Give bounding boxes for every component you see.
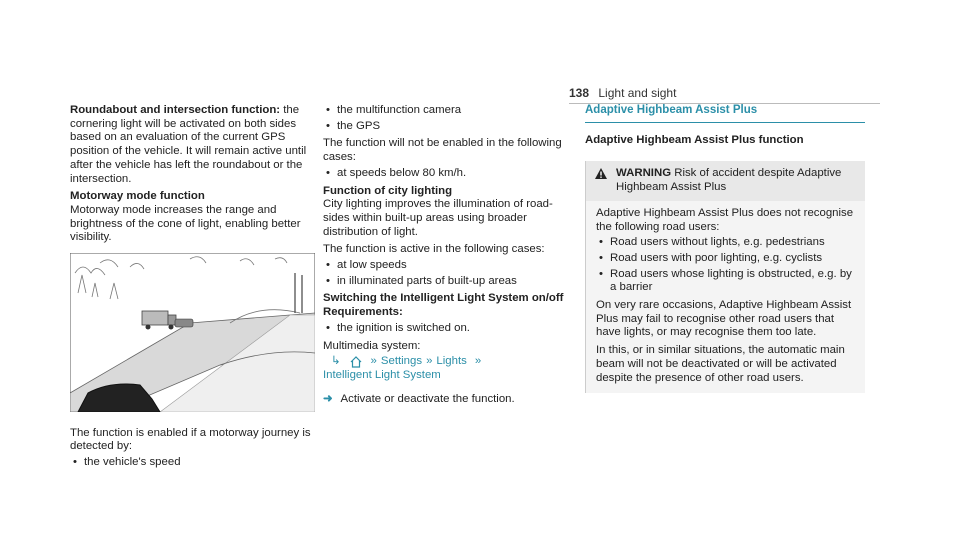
roundabout-title: Roundabout and intersection function: (70, 104, 281, 116)
menu-lights[interactable]: Lights (436, 355, 467, 368)
motorway-text: Motorway mode increases the range and brightness of the cone of light, enabling better visibility. (70, 203, 301, 244)
warning-label: WARNING (616, 167, 672, 180)
requirements-title: Requirements: (323, 306, 403, 319)
column-2 (323, 104, 568, 407)
column-1 (70, 104, 315, 472)
list-item: • Road users with poor lighting, e.g. cyclists (596, 252, 855, 266)
chevron-double-icon: » (370, 355, 377, 368)
list-item: • Road users without lights, e.g. pedestrians (596, 236, 855, 250)
warning-intro: Adaptive Highbeam Assist Plus does not recognise the following road users: (596, 206, 854, 233)
list-item: • the GPS (323, 120, 568, 134)
turn-arrow-icon: ↳ (331, 355, 341, 368)
warning-list (596, 236, 855, 295)
not-enabled-text: The function will not be enabled in the following cases: (323, 137, 562, 164)
roundabout-text: the cornering light will be activated on both sides based on an evaluation of the current GPS position of the vehicle. It will remain active until after the vehicle has left the roundabout or the intersection. (70, 104, 307, 185)
motorway-title: Motorway mode function (70, 190, 205, 203)
road-illustration (70, 253, 315, 412)
switch-title: Switching the Intelligent Light System on/off (323, 292, 564, 305)
requirements-list (323, 322, 568, 336)
list-item: • the vehicle's speed (70, 456, 315, 470)
active-list (323, 259, 568, 288)
menu-path (323, 355, 568, 383)
warning-triangle-icon (594, 167, 608, 180)
header-section: Light and sight (598, 86, 677, 100)
chevron-double-icon: » (474, 355, 482, 368)
warning-body (586, 201, 865, 393)
list-item: • in illuminated parts of built-up areas (323, 275, 568, 289)
warning-heading (616, 167, 857, 194)
roundabout-paragraph (70, 104, 315, 186)
column-3 (585, 104, 865, 393)
sub-title: Adaptive Highbeam Assist Plus function (585, 133, 804, 146)
not-enabled-list (323, 167, 568, 181)
warning-head-text: Risk of accident despite Adaptive Highbeam Assist Plus (616, 167, 842, 194)
arrow-right-icon: ➜ (323, 392, 333, 405)
enabled-list (70, 456, 315, 470)
menu-intelligent-light-system[interactable]: Intelligent Light System (323, 369, 441, 382)
enabled-text: The function is enabled if a motorway journey is detected by: (70, 426, 311, 453)
chevron-double-icon: » (426, 355, 433, 368)
action-text: Activate or deactivate the function. (340, 392, 515, 405)
page-header (569, 86, 676, 100)
city-text: City lighting improves the illumination of road-sides within built-up areas using broader distribution of light. (323, 198, 553, 238)
list-item: • the ignition is switched on. (323, 322, 568, 336)
page-number: 138 (569, 86, 590, 100)
list-item: • at low speeds (323, 259, 568, 273)
warning-header (586, 161, 865, 200)
home-icon[interactable] (349, 355, 363, 369)
warning-paragraph-3: In this, or in similar situations, the automatic main beam will not be deactivated or will be activated despite the presence of other road users. (596, 344, 845, 384)
warning-paragraph-2: On very rare occasions, Adaptive Highbeam Assist Plus may fail to recognise other road users that have lights, or may recognise them too late. (596, 299, 852, 339)
warning-box (585, 161, 865, 393)
menu-settings[interactable]: Settings (380, 355, 423, 368)
list-item: • at speeds below 80 km/h. (323, 167, 568, 181)
list-item: • Road users whose lighting is obstructed, e.g. by a barrier (596, 268, 855, 295)
action-step (323, 393, 568, 407)
section-title: Adaptive Highbeam Assist Plus (585, 104, 865, 123)
city-title: Function of city lighting (323, 184, 453, 197)
list-item: • the multifunction camera (323, 104, 568, 118)
active-text: The function is active in the following cases: (323, 243, 545, 256)
multimedia-label: Multimedia system: (323, 339, 421, 352)
detection-list (323, 104, 568, 133)
